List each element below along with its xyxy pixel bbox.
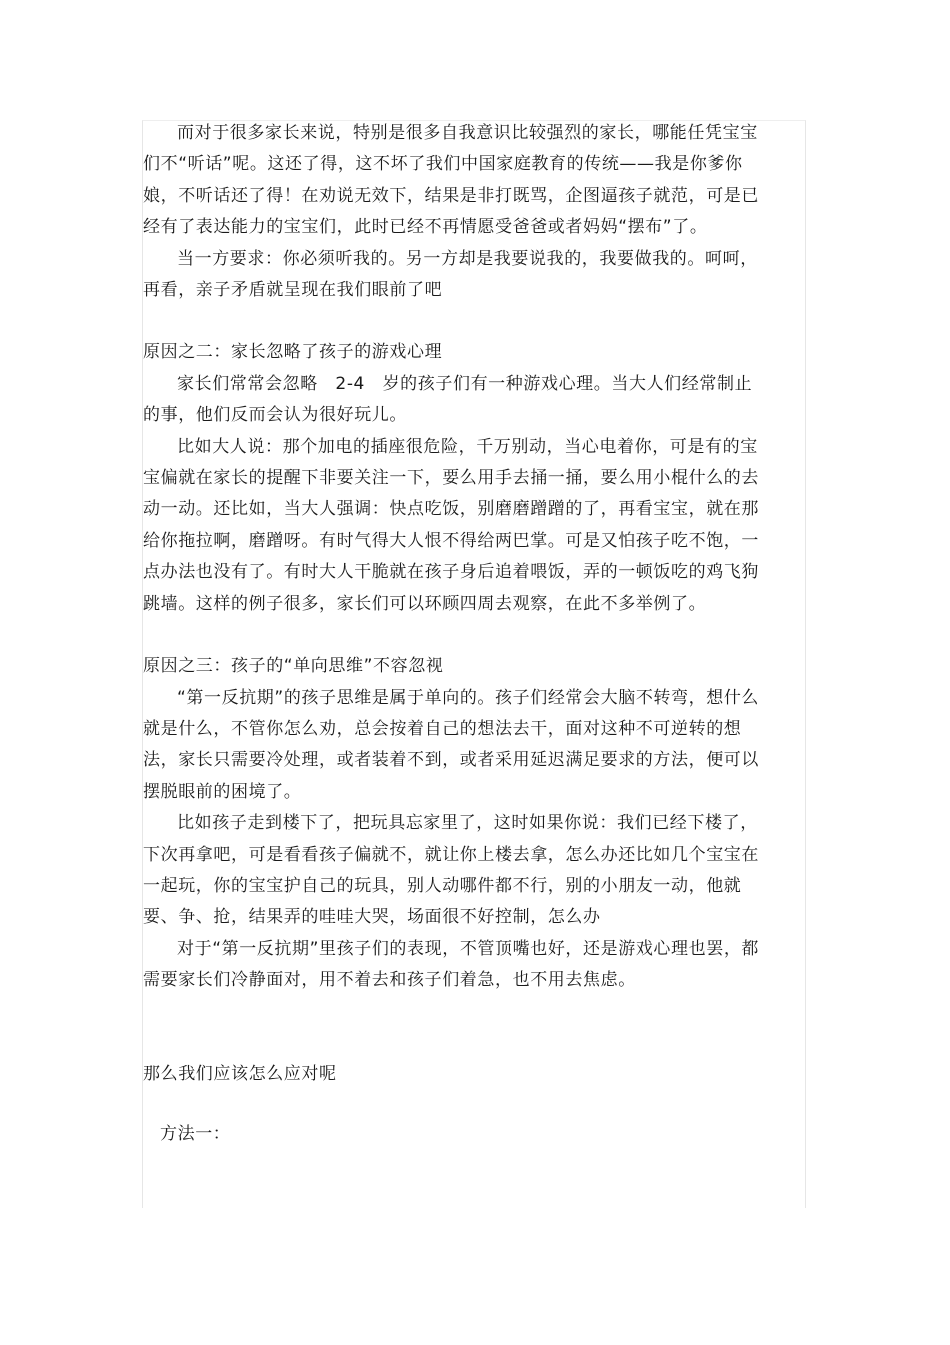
section-heading-reason-three: 原因之三：孩子的“单向思维”不容忽视 [143, 656, 444, 677]
method-one-label: 方法一： [160, 1124, 231, 1145]
paragraph-parent-child-conflict: 当一方要求：你必须听我的。另一方却是我要说我的，我要做我的。呵呵，再看，亲子矛盾就呈现在我们眼前了吧 [143, 248, 758, 301]
document-body [143, 118, 768, 1151]
paragraph-stay-calm: 对于“第一反抗期”里孩子们的表现，不管顶嘴也好，还是游戏心理也罢，都需要家长们冷静面对，用不着去和孩子们着急，也不用去焦虑。 [143, 938, 760, 991]
section-heading-reason-two: 原因之二：家长忽略了孩子的游戏心理 [143, 342, 443, 363]
section-heading-how-to-respond: 那么我们应该怎么应对呢 [143, 1063, 337, 1084]
paragraph-game-examples: 比如大人说：那个加电的插座很危险，千万别动，当心电着你，可是有的宝宝偏就在家长的提醒下非要关注一下，要么用手去捅一捅，要么用小棍什么的去动一动。还比如，当大人强调：快点吃饭，别磨磨蹭蹭的了，再看宝宝，就在那给你拖拉啊，磨蹭呀。有时气得大人恨不得给两巴掌。可是又怕孩子吃不饱，一点办法也没有了。有时大人干脆就在孩子身后追着喂饭，弄的一顿饭吃的鸡飞狗跳墙。这样的例子很多，家长们可以环顾四周去观察，在此不多举例了。 [143, 436, 759, 614]
paragraph-one-way-thinking: “第一反抗期”的孩子思维是属于单向的。孩子们经常会大脑不转弯，想什么就是什么，不管你怎么劝，总会按着自己的想法去干，面对这种不可逆转的想法，家长只需要冷处理，或者装着不到，或者采用延迟满足要求的方法，便可以摆脱眼前的困境了。 [143, 687, 760, 802]
paragraph-game-psychology: 家长们常常会忽略 2-4 岁的孩子们有一种游戏心理。当大人们经常制止的事，他们反而会认为很好玩儿。 [143, 373, 753, 426]
blank-line [143, 997, 768, 1028]
paragraph-thinking-examples: 比如孩子走到楼下了，把玩具忘家里了，这时如果你说：我们已经下楼了，下次再拿吧，可是看看孩子偏就不，就让你上楼去拿，怎么办还比如几个宝宝在一起玩，你的宝宝护自己的玩具，别人动哪件都不行，别的小朋友一动，他就要、争、抢，结果弄的哇哇大哭，场面很不好控制，怎么办 [143, 813, 759, 928]
paragraph-parents-self-awareness: 而对于很多家长来说，特别是很多自我意识比较强烈的家长，哪能任凭宝宝们不“听话”呢。这还了得，这不坏了我们中国家庭教育的传统——我是你爹你娘，不听话还了得！在劝说无效下，结果是非打既骂，企图逼孩子就范，可是已经有了表达能力的宝宝们，此时已经不再情愿受爸爸或者妈妈“摆布”了。 [143, 123, 759, 238]
